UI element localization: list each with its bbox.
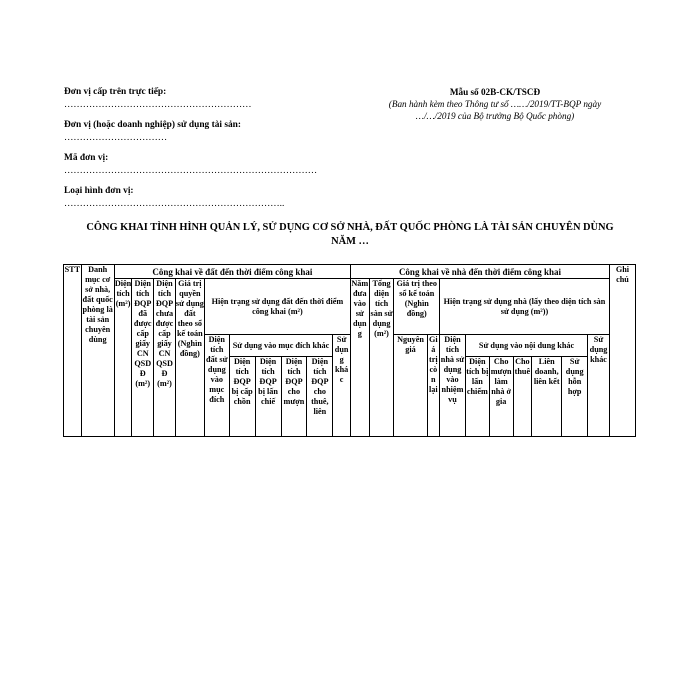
- col-house-mission-use: Diện tích nhà sử dụng vào nhiệm vụ: [440, 335, 466, 437]
- col-ghi-chu: Ghi chú: [609, 265, 635, 437]
- superior-unit-field: ……………………………………………………: [64, 99, 252, 110]
- col-house-leased: Cho thuê: [513, 357, 532, 437]
- header-right: [350, 86, 640, 122]
- col-house-lent-housing: Cho mượn làm nhà ở gia: [489, 357, 513, 437]
- col-land-encroached: Diện tích ĐQP bị lấn chiế: [255, 357, 281, 437]
- col-house-other-use: Sử dụng khác: [588, 335, 610, 437]
- col-land-lent: Diện tích ĐQP cho mượn: [281, 357, 307, 437]
- col-land-certified: Diện tích ĐQP đã được cấp giấy CN QSDĐ (m²): [132, 279, 154, 437]
- house-other-content-header: Sử dụng vào nội dung khác: [465, 335, 587, 357]
- col-danh-muc: Danh mục cơ sở nhà, đất quốc phòng là tài sản chuyên dùng: [81, 265, 114, 437]
- house-status-header: Hiện trạng sử dụng nhà (lấy theo diện tích sàn sử dụng (m²)): [440, 279, 610, 335]
- col-house-original-cost: Nguyên giá: [394, 335, 427, 437]
- col-stt: STT: [64, 265, 82, 437]
- issuance-note-line1: (Ban hành kèm theo Thông tư số ……/2019/TT-BQP ngày: [388, 99, 602, 109]
- col-land-area: Diện tích (m²): [114, 279, 132, 437]
- header-left: [64, 86, 364, 218]
- col-house-mixed-use: Sử dụng hỗn hợp: [562, 357, 588, 437]
- col-land-other-use: Sử dụng khác: [333, 335, 351, 437]
- unit-type-field: ……………………………………………………………..: [64, 198, 285, 209]
- unit-type-label: Loại hình đơn vị:: [64, 186, 134, 196]
- form-number: Mẫu số 02B-CK/TSCĐ: [449, 87, 541, 97]
- unit-code-label: Mã đơn vị:: [64, 153, 109, 163]
- land-status-header: Hiện trạng sử dụng đất đến thời điểm công khai (m²): [204, 279, 350, 335]
- col-land-uncertified: Diện tích ĐQP chưa được cấp giấy CN QSDĐ (m²): [154, 279, 176, 437]
- col-land-value: Giá trị quyền sử dụng đất theo sổ kế toán (Nghìn đồng): [175, 279, 204, 437]
- using-unit-label: Đơn vị (hoặc doanh nghiệp) sử dụng tài sản:: [64, 120, 242, 130]
- col-house-encroached: Diện tích bị lấn chiếm: [465, 357, 489, 437]
- house-book-value-header: Giá trị theo sổ kế toán (Nghìn đồng): [394, 279, 440, 335]
- house-section-header: Công khai về nhà đến thời điểm công khai: [350, 265, 609, 279]
- col-house-year: Năm đưa vào sử dụng: [350, 279, 369, 437]
- disclosure-table: [63, 264, 636, 437]
- col-land-leased: Diện tích ĐQP cho thuê, liên: [307, 357, 333, 437]
- using-unit-field: ……………………………: [64, 132, 168, 143]
- col-house-remaining-value: Giá trị còn lại: [427, 335, 439, 437]
- col-house-joint-venture: Liên doanh, liên kết: [532, 357, 562, 437]
- title-line2: NĂM …: [331, 235, 369, 247]
- col-land-overlapped: Diện tích ĐQP bị cấp chồn: [229, 357, 255, 437]
- col-house-floor-area: Tổng diện tích sàn sử dụng (m²): [369, 279, 394, 437]
- land-other-purpose-header: Sử dụng vào mục đích khác: [229, 335, 333, 357]
- superior-unit-label: Đơn vị cấp trên trực tiếp:: [64, 87, 167, 97]
- land-section-header: Công khai về đất đến thời điểm công khai: [114, 265, 350, 279]
- col-land-mission-use: Diện tích đất sử dụng vào mục đích: [204, 335, 229, 437]
- issuance-note-line2: …/…/2019 của Bộ trưởng Bộ Quốc phòng): [415, 111, 575, 121]
- document-title: [64, 221, 636, 248]
- unit-code-field: ………………………………………………………………………: [64, 165, 318, 176]
- title-line1: CÔNG KHAI TÌNH HÌNH QUẢN LÝ, SỬ DỤNG CƠ SỞ NHÀ, ĐẤT QUỐC PHÒNG LÀ TÀI SẢN CHUYÊN DÙNG: [86, 222, 614, 233]
